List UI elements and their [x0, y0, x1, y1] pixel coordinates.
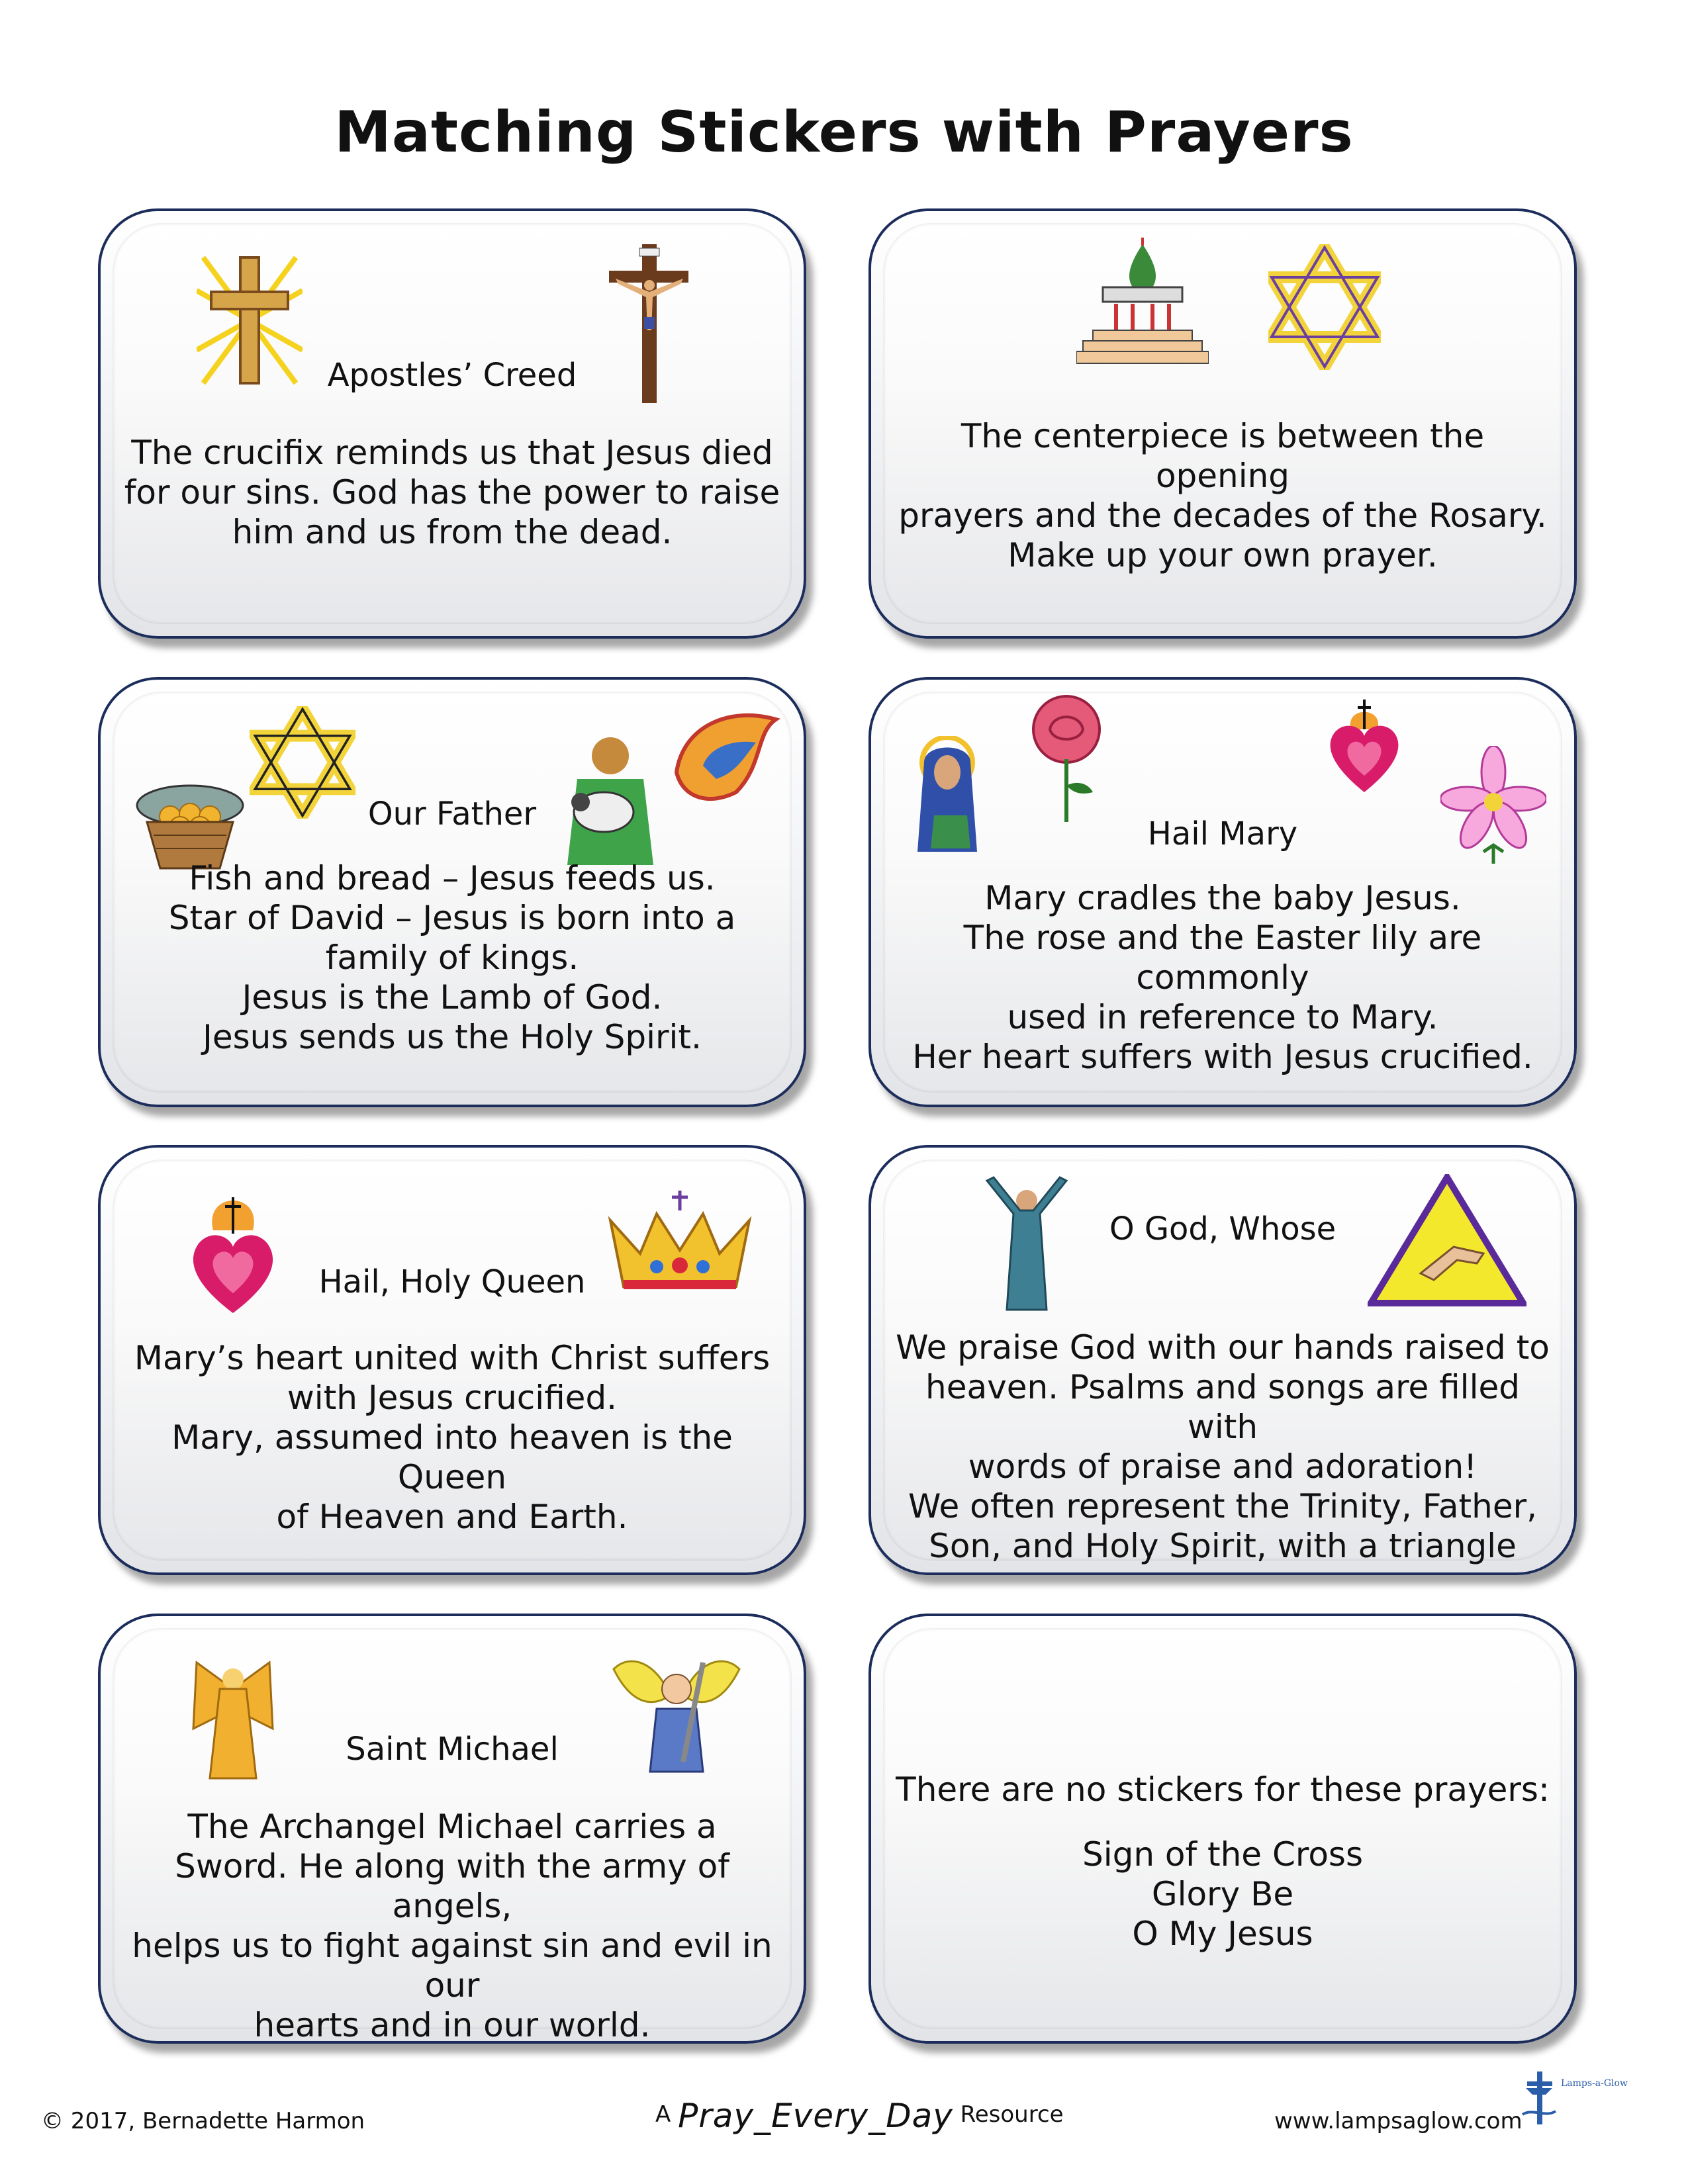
prayer-name: O God, Whose [1109, 1210, 1336, 1248]
text-line: words of praise and adoration! [968, 1447, 1477, 1486]
text-line: Star of David – Jesus is born into a [168, 899, 736, 937]
card-description [120, 433, 784, 552]
text-line: for our sins. God has the power to raise [124, 473, 780, 512]
text-line: The rose and the Easter lily are commonly [963, 919, 1482, 997]
prayer-name: Apostles’ Creed [327, 357, 577, 394]
prayer-name: Saint Michael [346, 1731, 559, 1768]
card-apostles-creed [98, 208, 806, 639]
card-no-stickers [868, 1614, 1577, 2044]
card-our-father [98, 677, 806, 1107]
text-line: Sign of the Cross [1082, 1835, 1364, 1874]
text-line: Glory Be [1151, 1875, 1294, 1913]
text-line: family of kings. [325, 938, 579, 977]
lamps-a-glow-logo-text: Lamps-a-Glow [1561, 2078, 1628, 2089]
text-line: used in reference to Mary. [1007, 998, 1438, 1036]
text-line: Jesus is the Lamb of God. [242, 978, 663, 1017]
text-line: Sword. He along with the army of angels, [175, 1847, 729, 1925]
text-line: of Heaven and Earth. [276, 1498, 628, 1536]
holy-spirit-dove-flame-icon [670, 706, 782, 805]
card-hail-mary [868, 677, 1577, 1107]
text-line: Make up your own prayer. [1008, 536, 1438, 574]
text-line: We praise God with our hands raised to [896, 1328, 1550, 1367]
text-line: O My Jesus [1132, 1915, 1313, 1953]
card-o-god-whose [868, 1145, 1577, 1575]
card-description [120, 858, 784, 1057]
card-hail-holy-queen [98, 1145, 806, 1575]
card-saint-michael [98, 1614, 806, 2044]
resource-suffix: Resource [960, 2101, 1064, 2128]
text-line: Mary’s heart united with Christ suffers [134, 1339, 771, 1377]
card-description [891, 1328, 1554, 1566]
prayer-name: Our Father [367, 796, 537, 833]
page-title: Matching Stickers with Prayers [334, 99, 1354, 165]
lamps-a-glow-logo-icon [1519, 2068, 1559, 2128]
text-line: The Archangel Michael carries a [187, 1807, 717, 1846]
copyright: © 2017, Bernadette Harmon [41, 2108, 365, 2134]
card-description [120, 1338, 784, 1537]
sacred-heart-icon [1325, 693, 1404, 799]
star-of-david-icon [1268, 244, 1381, 370]
resource-prefix: A [655, 2101, 671, 2128]
card-centerpiece [868, 208, 1577, 639]
text-line: hearts and in our world. [254, 2006, 651, 2044]
text-line: Mary cradles the baby Jesus. [984, 879, 1461, 917]
card-description [891, 416, 1554, 575]
altar-centerpiece-icon [1076, 238, 1209, 370]
text-line: with Jesus crucified. [287, 1379, 618, 1417]
card-description [891, 1835, 1554, 1954]
website-link[interactable]: www.lampsaglow.com [1274, 2108, 1523, 2134]
card-description [891, 878, 1554, 1077]
text-line: him and us from the dead. [232, 513, 673, 551]
text-line: helps us to fight against sin and evil in our [132, 1927, 773, 2005]
pray-every-day-brand: Pray_Every_Day [678, 2097, 953, 2135]
text-line: Her heart suffers with Jesus crucified. [912, 1038, 1533, 1076]
text-line: Fish and bread – Jesus feeds us. [189, 859, 716, 897]
text-line: The crucifix reminds us that Jesus died [131, 433, 773, 472]
text-line: Jesus sends us the Holy Spirit. [203, 1018, 702, 1056]
no-stickers-intro: There are no stickers for these prayers: [896, 1770, 1550, 1809]
card-description [120, 1807, 784, 2045]
text-line: Son, and Holy Spirit, with a triangle [929, 1527, 1517, 1565]
text-line: The centerpiece is between the opening [961, 417, 1485, 495]
resource-credit [655, 2091, 1064, 2135]
text-line: heaven. Psalms and songs are filled with [925, 1368, 1520, 1446]
text-line: We often represent the Trinity, Father, [908, 1487, 1538, 1525]
prayer-name: Hail Mary [1147, 815, 1298, 852]
text-line: Mary, assumed into heaven is the Queen [171, 1418, 733, 1496]
prayer-name: Hail, Holy Queen [318, 1263, 586, 1300]
rose-icon [1020, 693, 1113, 825]
text-line: prayers and the decades of the Rosary. [898, 496, 1547, 535]
